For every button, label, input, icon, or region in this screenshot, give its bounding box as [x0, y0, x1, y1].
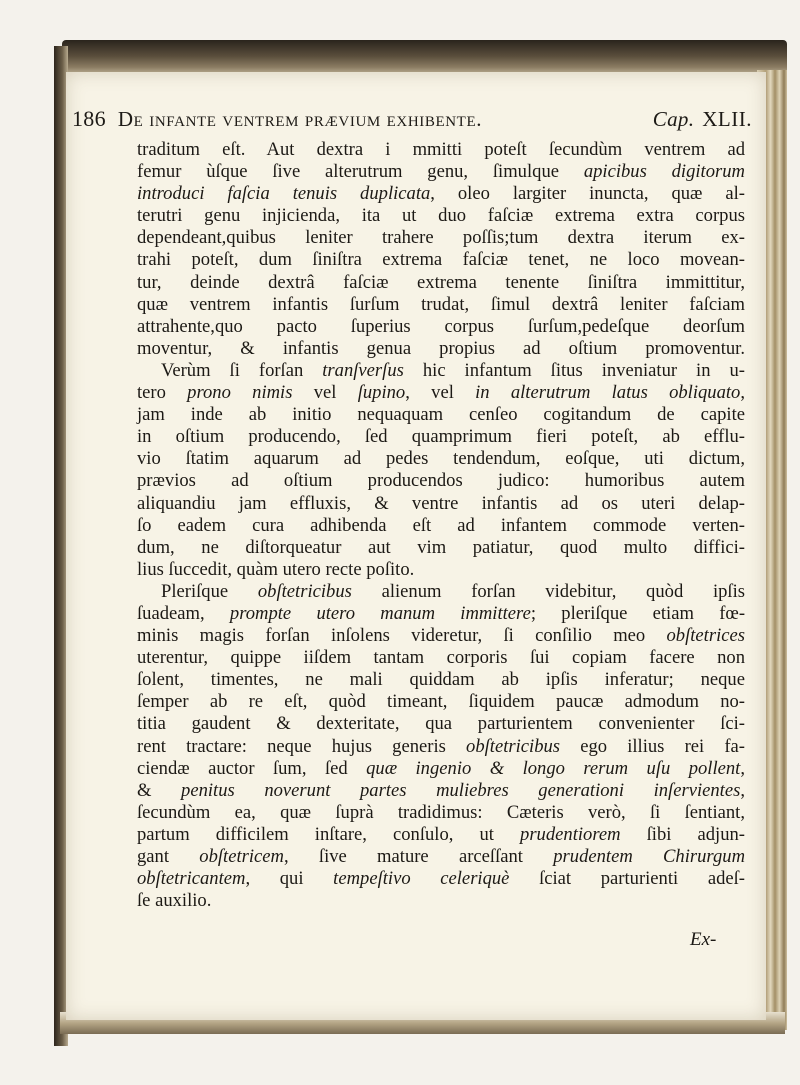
text-segment: tero — [137, 382, 188, 404]
book-binding-top — [62, 40, 787, 76]
text-line — [137, 846, 745, 868]
text-segment: & — [137, 779, 182, 801]
text-line — [137, 426, 745, 448]
text-line — [137, 448, 745, 470]
chapter-number: XLII. — [702, 107, 752, 131]
text-line — [137, 316, 745, 338]
text-segment: ſciat parturienti adeſ- — [509, 868, 745, 890]
text-segment: moventur, & infantis genua propius ad oſtium promoventur. — [137, 337, 745, 359]
text-line — [137, 272, 745, 294]
text-segment: , qui — [245, 868, 334, 890]
text-segment: Pleriſque — [161, 580, 258, 602]
italic-phrase: in alterutrum latus obliquato — [475, 382, 741, 404]
text-line — [137, 183, 745, 205]
text-line — [137, 780, 745, 802]
text-line — [137, 338, 745, 360]
chapter-label: Cap. — [652, 107, 695, 131]
text-line — [137, 205, 745, 227]
body-text — [137, 139, 745, 912]
text-line — [137, 736, 745, 758]
text-line — [137, 802, 745, 824]
text-segment: ſuadeam, — [137, 602, 230, 624]
text-line — [137, 691, 745, 713]
italic-phrase: obſtetricibus — [257, 580, 352, 602]
text-segment: alienum forſan videbitur, quòd ipſis — [351, 580, 745, 602]
text-line — [137, 227, 745, 249]
text-line — [137, 713, 745, 735]
text-segment: uterentur, quippe iiſdem tantam corporis ſui copiam facere non — [137, 647, 745, 669]
italic-phrase: prudentiorem — [520, 823, 621, 845]
text-line — [137, 868, 745, 890]
text-segment: tur, deinde dextrâ faſciæ extrema tenente ſiniſtra immittitur, — [137, 271, 745, 293]
text-segment: gant — [137, 846, 200, 867]
text-segment: in oſtium producendo, ſed quamprimum fieri poteſt, ab efflu- — [137, 426, 745, 448]
text-segment: partum difficilem inſtare, conſulo, ut — [137, 823, 521, 845]
text-segment: trahi poteſt, dum ſiniſtra extrema faſciæ tenet, ne loco movean- — [137, 249, 745, 271]
italic-phrase: quæ ingenio & longo rerum uſu pollent — [366, 757, 741, 779]
italic-phrase: prono nimis — [187, 382, 293, 404]
text-line — [137, 603, 745, 625]
text-segment: ſibi adjun- — [620, 823, 745, 845]
running-title: De infante ventrem prævium exhibente. — [117, 107, 483, 131]
text-segment: vel — [292, 382, 358, 404]
text-segment: aliquandiu jam effluxis, & ventre infantis ad os uteri delap- — [137, 492, 745, 514]
text-segment: titia gaudent & dexteritate, qua parturientem convenienter ſci- — [137, 713, 745, 735]
italic-phrase: tempeſtivo celeriquè — [333, 868, 510, 890]
text-segment: terutri genu injicienda, ita ut duo faſciæ extrema extra corpus — [137, 205, 745, 227]
text-line — [137, 382, 745, 404]
text-line — [137, 758, 745, 780]
text-line — [137, 161, 745, 183]
text-line — [137, 404, 745, 426]
text-segment: quæ ventrem infantis ſurſum trudat, ſimul dextrâ leniter faſciam — [137, 293, 745, 315]
text-segment: ſolent, timentes, ne mali quiddam ab ipſis inferatur; neque — [137, 669, 745, 691]
text-segment: ciendæ auctor ſum, ſed — [137, 757, 367, 779]
text-segment: ſo eadem cura adhibenda eſt ad infantem commode verten- — [137, 514, 745, 536]
text-segment: ego illius rei fa- — [560, 735, 745, 757]
italic-phrase: ſupino — [357, 382, 406, 404]
text-segment: Verùm ſi forſan — [161, 359, 323, 381]
running-header — [72, 106, 752, 136]
text-segment: prævios ad oſtium producendos judico: humoribus autem — [137, 470, 745, 492]
catchword: Ex- — [690, 929, 717, 950]
text-line — [137, 537, 745, 559]
italic-phrase: obſtetrices — [666, 625, 745, 647]
text-segment: ſemper ab re eſt, quòd timeant, ſiquidem paucæ admodum no- — [137, 691, 745, 713]
text-line — [137, 824, 745, 846]
text-line — [137, 294, 745, 316]
italic-phrase: prompte utero manum immittere — [229, 602, 531, 624]
text-segment: minis magis forſan inſolens videretur, ſi conſilio meo — [137, 625, 667, 647]
text-segment: , — [740, 779, 745, 801]
text-segment: traditum eſt. Aut dextra i mmitti poteſt ſecundùm ventrem ad — [137, 139, 745, 160]
text-segment: jam inde ab initio nequaquam cenſeo cogitandum de capite — [137, 404, 745, 426]
italic-phrase: obſtetricibus — [466, 735, 561, 757]
text-segment: hic infantum ſitus inveniatur in u- — [403, 359, 745, 381]
text-line — [137, 559, 745, 581]
text-segment: dependeant,quibus leniter trahere poſſis;tum dextra iterum ex- — [137, 227, 745, 249]
text-segment: ; pleriſque etiam fœ- — [530, 602, 746, 624]
text-segment: , oleo largiter inuncta, quæ al- — [430, 183, 745, 205]
text-segment: attrahente,quo pacto ſuperius corpus ſurſum,pedeſque deorſum — [137, 315, 745, 337]
text-segment: , vel — [405, 382, 476, 404]
text-line — [137, 139, 745, 161]
italic-phrase: tranſverſus — [322, 359, 404, 381]
text-line — [137, 515, 745, 537]
text-segment: , ſive mature arceſſant — [283, 846, 554, 867]
text-line — [137, 249, 745, 271]
text-segment: , — [740, 382, 745, 404]
text-segment: , — [740, 757, 745, 779]
text-line — [137, 890, 745, 912]
page-number: 186 — [72, 106, 106, 131]
text-segment: dum, ne diſtorqueatur aut vim patiatur, quod multo diffici- — [137, 536, 745, 558]
text-line — [137, 625, 745, 647]
text-segment: lius ſuccedit, quàm utero recte poſito. — [137, 558, 415, 580]
italic-phrase: apicibus digitorum — [583, 161, 745, 183]
italic-phrase: prudentem Chirurgum — [553, 846, 745, 867]
text-segment: rent tractare: neque hujus generis — [137, 735, 467, 757]
italic-phrase: introduci faſcia tenuis duplicata — [137, 183, 431, 205]
text-line — [137, 581, 745, 603]
italic-phrase: obſtetricantem — [137, 868, 246, 890]
italic-phrase: obſtetricem — [199, 846, 284, 867]
text-segment: vio ſtatim aquarum ad pedes tendendum, eoſque, uti dictum, — [137, 448, 745, 470]
text-line — [137, 470, 745, 492]
text-line — [137, 647, 745, 669]
text-segment: ſe auxilio. — [137, 890, 212, 912]
text-line — [137, 360, 745, 382]
text-segment: femur ùſque ſive alterutrum genu, ſimulque — [137, 161, 584, 183]
text-segment: ſecundùm ea, quæ ſuprà tradidimus: Cæteris verò, ſi ſentiant, — [137, 801, 745, 823]
text-line — [137, 493, 745, 515]
italic-phrase: penitus noverunt partes muliebres generationi inſervientes — [181, 779, 741, 801]
text-line — [137, 669, 745, 691]
